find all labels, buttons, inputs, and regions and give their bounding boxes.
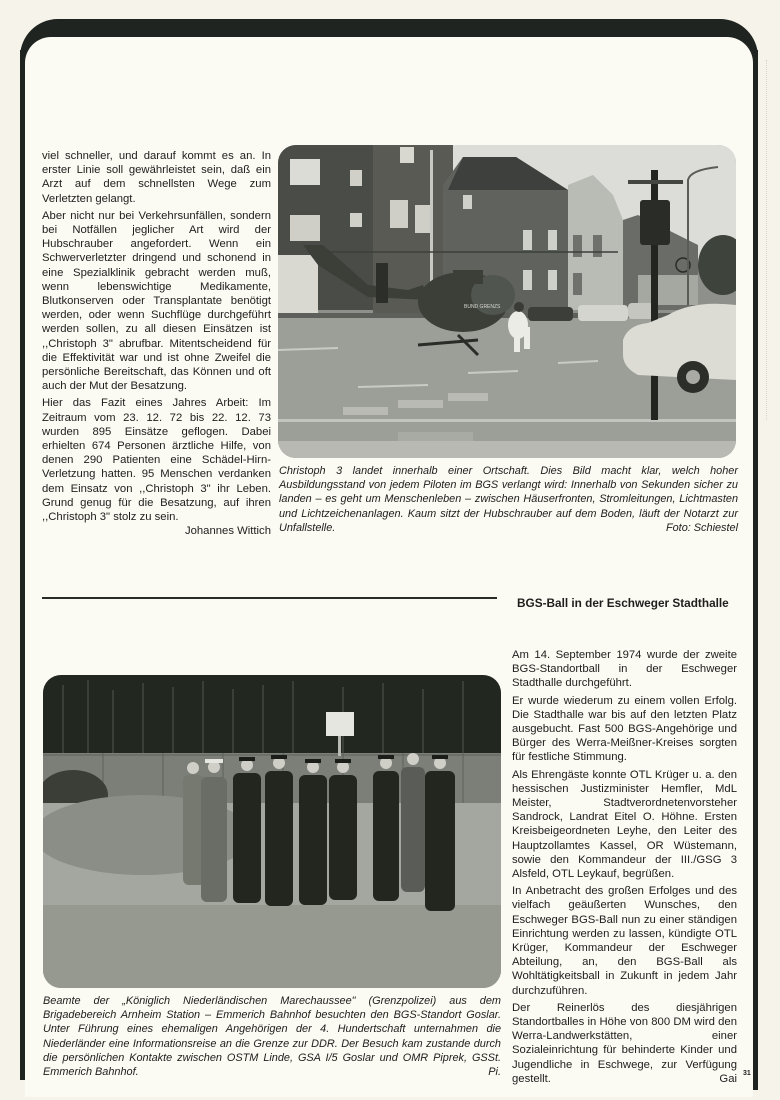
paragraph: Aber nicht nur bei Verkehrsunfällen, sondern bei Notfällen jeglicher Art wird der Hubschrauber angefordert. Wenn ein Schwerverletzter dringend und schonend in eine Spezialklinik gebracht werden muß, wenn lebenswichtige Medikamente, Blutkonserven oder Transplantate benötigt werden, oder wenn Suchflüge durchgeführt werden sollen, zu all diesen Einsätzen ist ,,Christoph 3" abrufbar. Mitentscheidend für die Effektivität war und ist ohne Zweifel die persönliche Bereitschaft, das Können und oft auch der Mut der Besatzung. [42,209,271,393]
article-bgs-ball-text [512,648,737,1089]
paragraph: In Anbetracht des großen Erfolges und des vielfach geäußerten Wunsches, den Eschweger BGS-Ball nun zu einer ständigen Einrichtung werden zu lassen, kündigte OTL Krüger, Kommandeur der Eschweger Abteilung, an, den BGS-Ball als Wohltätigkeitsball in Zukunft in jedem Jahr durchzuführen. [512,885,737,997]
paragraph: Hier das Fazit eines Jahres Arbeit: Im Zeitraum vom 23. 12. 72 bis 22. 12. 73 wurden 895 Einsätze geflogen. Dabei erhielten 674 Personen ärztliche Hilfe, von denen 290 Patienten eine Schädel-Hirn-Verletzung hatten. 95 Menschen verdanken dem Einsatz von ,,Christoph 3" ihr Leben. Grund genug für die Besatzung, auf ihren ,,Christoph 3" stolz zu sein. [42,397,271,524]
caption-text: Beamte der „Königlich Niederländischen Marechaussee" (Grenzpolizei) aus dem Brigadebereich Arnheim Station – Emmerich Bahnhof besuchten den BGS-Standort Goslar. Unter Führung eines ehemaligen Angehörigen der 4. Hundertschaft unternahmen die Niederländer eine Informationsreise an die Grenze zur DDR. Der Besuch kam zustande durch die persönlichen Kontakte zwischen OSTM Linde, GSA I/5 Goslar und OMR Piprek, GSSt. Emmerich Bahnhof. [43,995,501,1079]
paragraph: Als Ehrengäste konnte OTL Krüger u. a. den hessischen Justizminister Hemfler, MdL Meister, Stadtverordnetenvorsteher Sandrock, Landrat Eitel O. Höhne. Ersten Kreisbeigeordneten Leyhe, den Leiter des Hauptzollamtes Kassel, OR Wüstemann, sowie den Kommandeur der III./GSG 3 Alsfeld, OTL Leykauf, begrüßen. [512,768,737,881]
officers-photo-caption [43,994,501,1079]
page-number: 31 [743,1070,751,1077]
paragraph: Er wurde wiederum zu einem vollen Erfolg. Die Stadthalle war bis auf den letzten Platz ausgebucht. Fast 500 BGS-Angehörige und Bürger des Werra-Meißner-Kreises sorgten für festliche Stimmung. [512,694,737,764]
author-signature: Gai [719,1073,737,1086]
helicopter-photo-caption [279,464,738,535]
helicopter-street-photo [278,145,736,458]
helicopter-photo-image [278,145,736,458]
paragraph: Der Reinerlös des diesjährigen Standortballes in Höhe von 800 DM wird den Werra-Landwerkstätten, einer Sozialeinrichtung für behinderte Kinder und Jugendliche in Eschwege, zur Verfügung gestellt. [512,1001,737,1085]
author-signature: Johannes Wittich [184,525,271,538]
caption-text: Christoph 3 landet innerhalb einer Ortschaft. Dies Bild macht klar, welch hoher Ausbildungsstand von jedem Piloten im BGS verlangt wird: Innerhalb von Sekunden sicher zu landen – es geht um Menschenleben – zwischen Häuserfronten, Stromleitungen, Lichtmasten und Lichtzeichenanlagen. Kaum sitzt der Hubschrauber auf dem Boden, läuft der Notarzt zur Unfallstelle. [279,465,738,534]
section-divider-rule [42,597,497,599]
paragraph: viel schneller, und darauf kommt es an. In erster Linie soll gewährleistet sein, daß ein Arzt auf dem schnellsten Wege zum Verletzten gelangt. [42,150,271,205]
photo-credit: Pi. [488,1066,501,1079]
svg-text:BUND GRENZS: BUND GRENZS [464,304,501,310]
photo-credit: Foto: Schiestel [665,521,738,534]
officers-photo-image [43,675,501,988]
article-headline: BGS-Ball in der Eschweger Stadthalle [517,596,729,610]
paragraph: Am 14. September 1974 wurde der zweite BGS-Standortball in der Eschweger Stadthalle durchgeführt. [512,649,737,690]
page-frame-right-border [753,50,758,1090]
article-christoph3-text [42,149,271,541]
officers-group-photo [43,675,501,988]
margin-marks [766,60,770,420]
